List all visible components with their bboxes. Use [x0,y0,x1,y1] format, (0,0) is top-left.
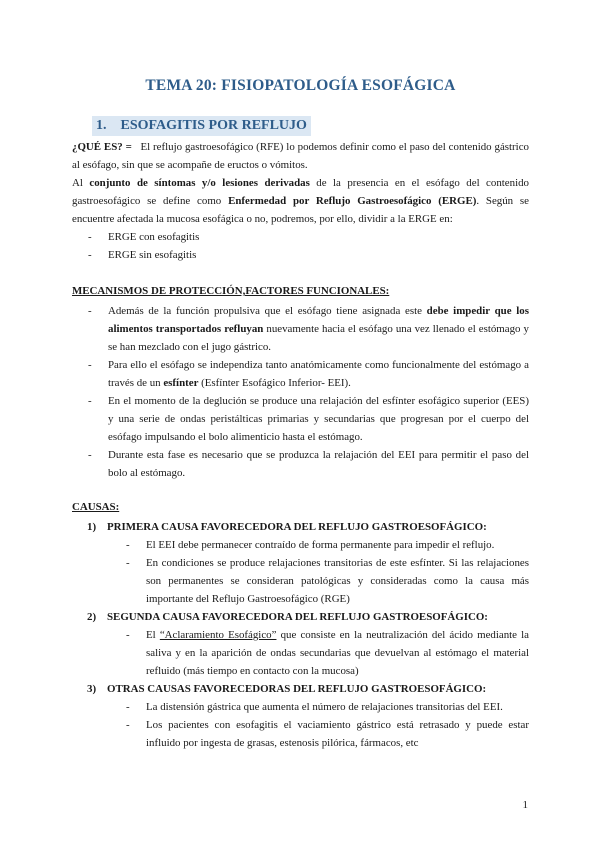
underlined-term: “Aclaramiento Esofágico” [159,629,277,641]
list-item [72,302,529,356]
text-run: Al [72,177,90,189]
dash-bullet: - [126,539,130,551]
bold-run: Enfermedad por Reflujo Gastroesofágico (ERGE) [228,195,477,207]
list-item-text: La distensión gástrica que aumenta el número de relajaciones transitorias del EEI. [146,701,503,713]
page-number: 1 [522,799,528,811]
question-label: ¿QUÉ ES? = [72,141,132,153]
cause-number: 3) [87,683,97,695]
dash-bullet: - [88,305,92,317]
mecanismos-heading: MECANISMOS DE PROTECCIÓN,FACTORES FUNCIONALES: [72,285,390,297]
text-run: (Esfínter Esofágico Inferior- EEI). [198,377,351,389]
dash-bullet: - [88,249,92,261]
list-item-text: En el momento de la deglución se produce una relajación del esfínter esofágico superior (EES) y una serie de ondas peristálticas primarias y secundarias que progresan por el cuerpo del esófago impulsando el bolo alimenticio hasta el estómago. [108,395,529,443]
list-item-text: En condiciones se produce relajaciones transitorias de este esfínter. Si las relajaciones son permanentes se consideran patológicas y consideradas como la causa más importante del Reflujo Gastroesofágico (RGE) [146,557,529,605]
document-title: TEMA 20: FISIOPATOLOGÍA ESOFÁGICA [145,77,456,94]
dash-bullet: - [126,629,130,641]
erge-types-list [72,228,529,264]
erge-paragraph [72,174,529,228]
list-item [72,554,529,608]
section-heading-esofagitis [92,116,311,136]
mecanismos-list [72,302,529,482]
text-run: que consiste en la neutralización del ácido mediante la saliva y en la aparición de ondas secundarias que devuelvan al estómago el material refluido (más tiempo en contacto con la mucosa) [146,629,530,677]
cause-number: 1) [87,521,97,533]
section-label: ESOFAGITIS POR REFLUJO [120,118,307,133]
text-run: El [146,629,160,641]
bold-run: debe impedir que los alimentos transportados refluyan [108,305,529,335]
list-item [72,356,529,392]
definition-text: El reflujo gastroesofágico (RFE) lo podemos definir como el paso del contenido gástrico al esófago, sin que se acompañe de eructos o vómitos. [72,141,529,171]
cause-title: PRIMERA CAUSA FAVORECEDORA DEL REFLUJO GASTROESOFÁGICO: [107,521,487,533]
bold-run: conjunto de síntomas y/o lesiones derivadas [89,177,310,189]
list-item [72,228,529,246]
list-item [72,716,529,752]
text-run: . Según se encuentre afectada la mucosa esofágica o no, podremos, por ello, dividir a la ERGE en: [72,195,530,225]
dash-bullet: - [126,719,130,731]
list-item [72,698,529,716]
mecanismos-block [72,282,529,482]
list-item [72,536,529,554]
text-run: de la presencia en el esófago del contenido gastroesofágico se define como [72,177,529,207]
definition-paragraph [72,138,529,174]
dash-bullet: - [88,449,92,461]
list-item-text: Los pacientes con esofagitis el vaciamiento gástrico está retrasado y puede estar influido por ingesta de grasas, estenosis pilórica, fármacos, etc [146,719,529,749]
cause-1-heading [72,518,529,536]
cause-3-list [72,698,529,752]
text-run: nuevamente hacia el esófago una vez llenado el estómago y se han mezclado con el jugo gástrico. [108,323,529,353]
cause-2-heading [72,608,529,626]
list-item [72,446,529,482]
list-item-text: El EEI debe permanecer contraído de forma permanente para impedir el reflujo. [146,539,495,551]
text-run: Para ello el esófago se independiza tanto anatómicamente como funcionalmente del estómago a través de un [108,359,529,389]
dash-bullet: - [126,701,130,713]
cause-title: OTRAS CAUSAS FAVORECEDORAS DEL REFLUJO GASTROESOFÁGICO: [107,683,487,695]
dash-bullet: - [126,557,130,569]
dash-bullet: - [88,359,92,371]
cause-3-heading [72,680,529,698]
section-number: 1. [96,118,107,133]
cause-title: SEGUNDA CAUSA FAVORECEDORA DEL REFLUJO GASTROESOFÁGICO: [107,611,488,623]
intro-block [72,138,529,264]
dash-bullet: - [88,231,92,243]
causas-heading: CAUSAS: [72,501,120,513]
list-item-text: ERGE sin esofagitis [108,249,197,261]
list-item [72,246,529,264]
cause-2-list [72,626,529,680]
cause-number: 2) [87,611,97,623]
bold-run: esfínter [163,377,199,389]
list-item [72,392,529,446]
dash-bullet: - [88,395,92,407]
text-run: Además de la función propulsiva que el esófago tiene asignada este [108,305,427,317]
cause-1-list [72,536,529,608]
causas-block [72,498,529,752]
list-item-text: ERGE con esofagitis [108,231,200,243]
list-item [72,626,529,680]
list-item-text: Durante esta fase es necesario que se produzca la relajación del EEI para permitir el paso del bolo al estómago. [108,449,529,479]
